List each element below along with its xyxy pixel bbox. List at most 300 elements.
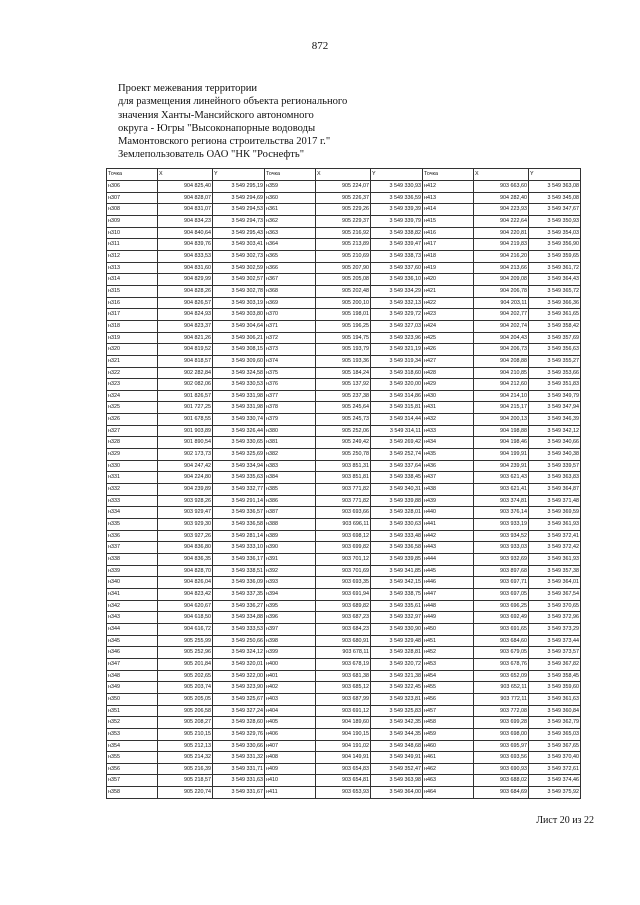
cell-x: 903 771,82: [316, 495, 371, 507]
cell-point: н351: [107, 705, 158, 717]
cell-x: 903 376,14: [474, 507, 529, 519]
cell-x: 905 250,78: [316, 449, 371, 461]
table-row: [107, 472, 581, 484]
table-row: [107, 612, 581, 624]
cell-point: н453: [423, 658, 474, 670]
cell-point: н398: [265, 635, 316, 647]
cell-y: 3 549 341,85: [371, 565, 423, 577]
cell-point: н460: [423, 740, 474, 752]
cell-x: 903 687,99: [316, 693, 371, 705]
cell-point: н375: [265, 367, 316, 379]
cell-point: н451: [423, 635, 474, 647]
cell-x: 903 771,82: [316, 484, 371, 496]
cell-y: 3 549 373,57: [529, 647, 581, 659]
cell-point: н390: [265, 542, 316, 554]
cell-y: 3 549 367,82: [529, 658, 581, 670]
cell-point: н458: [423, 717, 474, 729]
table-row: [107, 297, 581, 309]
cell-x: 905 213,89: [316, 239, 371, 251]
cell-x: 905 205,08: [316, 274, 371, 286]
cell-point: н377: [265, 390, 316, 402]
cell-x: 903 693,35: [316, 577, 371, 589]
cell-y: 3 549 330,53: [213, 379, 265, 391]
cell-y: 3 549 302,73: [213, 250, 265, 262]
title-line: Мамонтовского региона строительства 2017 г.": [118, 136, 331, 148]
cell-x: 904 826,57: [158, 297, 213, 309]
cell-y: 3 549 294,53: [213, 204, 265, 216]
table-row: [107, 355, 581, 367]
cell-y: 3 549 329,76: [213, 728, 265, 740]
cell-y: 3 549 330,66: [213, 740, 265, 752]
cell-x: 904 282,40: [474, 192, 529, 204]
cell-x: 904 839,76: [158, 239, 213, 251]
cell-y: 3 549 347,94: [529, 402, 581, 414]
column-header-point: Точка: [423, 169, 474, 181]
cell-y: 3 549 323,96: [371, 332, 423, 344]
cell-x: 904 620,67: [158, 600, 213, 612]
column-header-y: Y: [371, 169, 423, 181]
cell-x: 903 701,12: [316, 554, 371, 566]
cell-point: н350: [107, 693, 158, 705]
table-row: [107, 425, 581, 437]
cell-y: 3 549 352,47: [371, 763, 423, 775]
cell-x: 904 836,35: [158, 554, 213, 566]
cell-x: 905 216,39: [158, 763, 213, 775]
cell-point: н436: [423, 460, 474, 472]
cell-y: 3 549 364,43: [529, 274, 581, 286]
cell-x: 903 934,52: [474, 530, 529, 542]
cell-point: н372: [265, 332, 316, 344]
cell-point: н385: [265, 484, 316, 496]
cell-y: 3 549 332,77: [213, 484, 265, 496]
table-row: [107, 647, 581, 659]
page-number: 872: [311, 40, 329, 52]
cell-y: 3 549 319,34: [371, 355, 423, 367]
cell-x: 904 189,60: [316, 717, 371, 729]
cell-x: 905 203,74: [158, 682, 213, 694]
cell-point: н359: [265, 181, 316, 193]
cell-x: 903 652,09: [474, 670, 529, 682]
cell-x: 903 772,11: [474, 693, 529, 705]
cell-point: н427: [423, 355, 474, 367]
cell-point: н323: [107, 379, 158, 391]
cell-point: н357: [107, 775, 158, 787]
cell-x: 904 202,77: [474, 309, 529, 321]
cell-x: 904 836,80: [158, 542, 213, 554]
cell-point: н381: [265, 437, 316, 449]
cell-point: н321: [107, 355, 158, 367]
cell-y: 3 549 336,09: [213, 577, 265, 589]
cell-x: 901 903,89: [158, 425, 213, 437]
column-header-y: Y: [213, 169, 265, 181]
cell-y: 3 549 331,71: [213, 763, 265, 775]
cell-y: 3 549 314,11: [371, 425, 423, 437]
cell-x: 903 701,69: [316, 565, 371, 577]
cell-x: 903 929,47: [158, 507, 213, 519]
cell-x: 903 933,03: [474, 542, 529, 554]
cell-x: 905 255,99: [158, 635, 213, 647]
cell-x: 905 193,36: [316, 355, 371, 367]
cell-y: 3 549 339,79: [371, 215, 423, 227]
cell-point: н394: [265, 588, 316, 600]
cell-point: н435: [423, 449, 474, 461]
cell-point: н442: [423, 530, 474, 542]
cell-x: 905 220,74: [158, 787, 213, 799]
table-row: [107, 600, 581, 612]
cell-y: 3 549 309,60: [213, 355, 265, 367]
cell-x: 904 213,66: [474, 262, 529, 274]
cell-y: 3 549 371,48: [529, 495, 581, 507]
table-row: [107, 542, 581, 554]
table-row: [107, 495, 581, 507]
cell-y: 3 549 348,68: [371, 740, 423, 752]
cell-x: 904 239,89: [158, 484, 213, 496]
cell-x: 901 678,55: [158, 414, 213, 426]
cell-x: 904 208,88: [474, 355, 529, 367]
cell-y: 3 549 323,90: [213, 682, 265, 694]
cell-point: н341: [107, 588, 158, 600]
cell-y: 3 549 281,14: [213, 530, 265, 542]
cell-x: 905 212,13: [158, 740, 213, 752]
cell-y: 3 549 355,27: [529, 355, 581, 367]
column-header-y: Y: [529, 169, 581, 181]
table-row: [107, 670, 581, 682]
cell-x: 904 828,26: [158, 285, 213, 297]
cell-y: 3 549 327,24: [213, 705, 265, 717]
cell-y: 3 549 332,13: [371, 297, 423, 309]
cell-point: н452: [423, 647, 474, 659]
cell-y: 3 549 336,58: [213, 519, 265, 531]
cell-x: 903 851,31: [316, 460, 371, 472]
cell-y: 3 549 314,86: [371, 390, 423, 402]
cell-point: н306: [107, 181, 158, 193]
cell-x: 904 191,02: [316, 740, 371, 752]
cell-x: 904 214,10: [474, 390, 529, 402]
cell-x: 904 823,42: [158, 588, 213, 600]
cell-point: н438: [423, 484, 474, 496]
cell-y: 3 549 314,44: [371, 414, 423, 426]
cell-y: 3 549 363,98: [371, 775, 423, 787]
cell-x: 903 654,81: [316, 775, 371, 787]
cell-y: 3 549 356,63: [529, 344, 581, 356]
cell-y: 3 549 252,74: [371, 449, 423, 461]
column-header-x: X: [158, 169, 213, 181]
cell-x: 902 082,06: [158, 379, 213, 391]
cell-x: 905 229,37: [316, 215, 371, 227]
cell-x: 903 696,25: [474, 600, 529, 612]
cell-y: 3 549 367,65: [529, 740, 581, 752]
cell-point: н352: [107, 717, 158, 729]
cell-y: 3 549 336,17: [213, 554, 265, 566]
cell-point: н310: [107, 227, 158, 239]
cell-x: 903 681,38: [316, 670, 371, 682]
cell-y: 3 549 372,42: [529, 542, 581, 554]
cell-x: 905 200,10: [316, 297, 371, 309]
cell-point: н416: [423, 227, 474, 239]
cell-y: 3 549 367,54: [529, 588, 581, 600]
cell-point: н462: [423, 763, 474, 775]
cell-x: 905 216,92: [316, 227, 371, 239]
cell-x: 904 203,11: [474, 297, 529, 309]
cell-y: 3 549 363,08: [529, 181, 581, 193]
table-row: [107, 717, 581, 729]
cell-point: н445: [423, 565, 474, 577]
cell-x: 903 772,08: [474, 705, 529, 717]
cell-y: 3 549 315,81: [371, 402, 423, 414]
cell-x: 904 204,43: [474, 332, 529, 344]
cell-x: 903 692,49: [474, 612, 529, 624]
table-row: [107, 588, 581, 600]
cell-y: 3 549 364,00: [371, 787, 423, 799]
cell-x: 903 691,94: [316, 588, 371, 600]
cell-x: 903 897,68: [474, 565, 529, 577]
cell-point: н437: [423, 472, 474, 484]
cell-point: н364: [265, 239, 316, 251]
cell-point: н333: [107, 495, 158, 507]
cell-y: 3 549 322,45: [371, 682, 423, 694]
cell-x: 905 202,65: [158, 670, 213, 682]
cell-x: 901 727,25: [158, 402, 213, 414]
cell-x: 905 198,01: [316, 309, 371, 321]
column-header-x: X: [316, 169, 371, 181]
cell-y: 3 549 349,79: [529, 390, 581, 402]
table-row: [107, 705, 581, 717]
cell-y: 3 549 372,61: [529, 763, 581, 775]
cell-point: н329: [107, 449, 158, 461]
cell-x: 905 193,79: [316, 344, 371, 356]
cell-x: 905 245,73: [316, 414, 371, 426]
cell-point: н347: [107, 658, 158, 670]
table-row: [107, 775, 581, 787]
cell-y: 3 549 339,39: [371, 204, 423, 216]
cell-point: н374: [265, 355, 316, 367]
cell-point: н353: [107, 728, 158, 740]
cell-x: 904 222,64: [474, 215, 529, 227]
cell-x: 903 698,00: [474, 728, 529, 740]
table-row: [107, 787, 581, 799]
cell-point: н411: [265, 787, 316, 799]
cell-x: 903 696,11: [316, 519, 371, 531]
cell-point: н339: [107, 565, 158, 577]
cell-y: 3 549 354,03: [529, 227, 581, 239]
cell-x: 905 208,27: [158, 717, 213, 729]
cell-point: н356: [107, 763, 158, 775]
table-row: [107, 274, 581, 286]
cell-point: н447: [423, 588, 474, 600]
cell-y: 3 549 294,69: [213, 192, 265, 204]
cell-x: 905 214,32: [158, 752, 213, 764]
coordinates-table: [106, 168, 581, 799]
cell-point: н463: [423, 775, 474, 787]
cell-point: н404: [265, 705, 316, 717]
cell-point: н346: [107, 647, 158, 659]
cell-point: н393: [265, 577, 316, 589]
cell-x: 905 137,92: [316, 379, 371, 391]
table-row: [107, 740, 581, 752]
cell-x: 904 833,53: [158, 250, 213, 262]
cell-y: 3 549 372,41: [529, 530, 581, 542]
cell-point: н425: [423, 332, 474, 344]
cell-point: н317: [107, 309, 158, 321]
cell-x: 905 201,84: [158, 658, 213, 670]
table-row: [107, 658, 581, 670]
cell-point: н434: [423, 437, 474, 449]
cell-x: 904 216,20: [474, 250, 529, 262]
cell-point: н314: [107, 274, 158, 286]
cell-y: 3 549 306,21: [213, 332, 265, 344]
cell-y: 3 549 302,57: [213, 274, 265, 286]
cell-point: н456: [423, 693, 474, 705]
cell-x: 905 196,25: [316, 320, 371, 332]
cell-y: 3 549 331,67: [213, 787, 265, 799]
table-row: [107, 519, 581, 531]
table-row: [107, 414, 581, 426]
cell-y: 3 549 323,81: [371, 693, 423, 705]
cell-y: 3 549 370,40: [529, 752, 581, 764]
cell-x: 904 220,81: [474, 227, 529, 239]
cell-y: 3 549 320,01: [213, 658, 265, 670]
cell-point: н366: [265, 262, 316, 274]
cell-x: 903 691,12: [316, 705, 371, 717]
cell-y: 3 549 308,15: [213, 344, 265, 356]
cell-y: 3 549 358,42: [529, 320, 581, 332]
cell-x: 905 252,06: [316, 425, 371, 437]
cell-x: 905 249,42: [316, 437, 371, 449]
cell-point: н368: [265, 285, 316, 297]
cell-x: 904 239,91: [474, 460, 529, 472]
cell-x: 904 831,60: [158, 262, 213, 274]
cell-point: н367: [265, 274, 316, 286]
cell-x: 903 680,91: [316, 635, 371, 647]
cell-point: н392: [265, 565, 316, 577]
cell-point: н379: [265, 414, 316, 426]
cell-y: 3 549 326,44: [213, 425, 265, 437]
cell-x: 903 685,12: [316, 682, 371, 694]
table-row: [107, 565, 581, 577]
table-header-row: [107, 169, 581, 181]
cell-y: 3 549 350,93: [529, 215, 581, 227]
cell-y: 3 549 322,00: [213, 670, 265, 682]
cell-x: 903 851,81: [316, 472, 371, 484]
cell-x: 904 247,42: [158, 460, 213, 472]
cell-y: 3 549 331,63: [213, 775, 265, 787]
cell-y: 3 549 370,65: [529, 600, 581, 612]
cell-y: 3 549 303,41: [213, 239, 265, 251]
cell-point: н320: [107, 344, 158, 356]
table-row: [107, 554, 581, 566]
cell-point: н395: [265, 600, 316, 612]
cell-x: 903 697,71: [474, 577, 529, 589]
table-row: [107, 530, 581, 542]
cell-x: 903 653,93: [316, 787, 371, 799]
table-row: [107, 215, 581, 227]
cell-y: 3 549 318,60: [371, 367, 423, 379]
cell-y: 3 549 335,63: [213, 472, 265, 484]
cell-y: 3 549 373,29: [529, 623, 581, 635]
cell-point: н400: [265, 658, 316, 670]
cell-x: 904 198,88: [474, 425, 529, 437]
cell-y: 3 549 331,98: [213, 390, 265, 402]
cell-y: 3 549 340,38: [529, 449, 581, 461]
cell-point: н340: [107, 577, 158, 589]
cell-x: 905 184,24: [316, 367, 371, 379]
cell-point: н386: [265, 495, 316, 507]
cell-y: 3 549 327,03: [371, 320, 423, 332]
cell-x: 903 698,12: [316, 530, 371, 542]
cell-y: 3 549 364,01: [529, 577, 581, 589]
title-line: округа - Югры "Высоконапорные водоводы: [118, 122, 316, 134]
cell-y: 3 549 331,98: [213, 402, 265, 414]
cell-point: н414: [423, 204, 474, 216]
cell-x: 904 821,26: [158, 332, 213, 344]
cell-y: 3 549 321,19: [371, 344, 423, 356]
table-row: [107, 344, 581, 356]
cell-point: н431: [423, 402, 474, 414]
cell-x: 904 828,70: [158, 565, 213, 577]
cell-point: н358: [107, 787, 158, 799]
cell-x: 905 252,96: [158, 647, 213, 659]
table-row: [107, 309, 581, 321]
cell-point: н419: [423, 262, 474, 274]
cell-point: н429: [423, 379, 474, 391]
cell-point: н335: [107, 519, 158, 531]
table-row: [107, 693, 581, 705]
cell-y: 3 549 324,12: [213, 647, 265, 659]
cell-y: 3 549 303,19: [213, 297, 265, 309]
table-row: [107, 484, 581, 496]
cell-y: 3 549 375,92: [529, 787, 581, 799]
cell-point: н322: [107, 367, 158, 379]
cell-point: н454: [423, 670, 474, 682]
cell-y: 3 549 337,60: [371, 262, 423, 274]
cell-y: 3 549 347,67: [529, 204, 581, 216]
cell-y: 3 549 358,45: [529, 670, 581, 682]
table-row: [107, 285, 581, 297]
cell-point: н413: [423, 192, 474, 204]
cell-point: н326: [107, 414, 158, 426]
cell-y: 3 549 324,58: [213, 367, 265, 379]
cell-x: 902 173,73: [158, 449, 213, 461]
cell-x: 904 826,04: [158, 577, 213, 589]
cell-x: 903 374,81: [474, 495, 529, 507]
cell-y: 3 549 364,87: [529, 484, 581, 496]
title-line: Землепользователь ОАО "НК "Роснефть": [118, 149, 305, 161]
cell-x: 901 890,54: [158, 437, 213, 449]
cell-point: н421: [423, 285, 474, 297]
cell-y: 3 549 330,63: [371, 519, 423, 531]
cell-point: н313: [107, 262, 158, 274]
table-row: [107, 262, 581, 274]
table-row: [107, 752, 581, 764]
cell-x: 903 932,69: [474, 554, 529, 566]
cell-y: 3 549 361,93: [529, 554, 581, 566]
cell-y: 3 549 361,72: [529, 262, 581, 274]
cell-x: 904 206,73: [474, 344, 529, 356]
cell-point: н311: [107, 239, 158, 251]
cell-x: 905 224,07: [316, 181, 371, 193]
cell-point: н332: [107, 484, 158, 496]
cell-y: 3 549 369,59: [529, 507, 581, 519]
cell-y: 3 549 338,82: [371, 227, 423, 239]
cell-point: н402: [265, 682, 316, 694]
cell-x: 903 684,60: [474, 635, 529, 647]
table-row: [107, 181, 581, 193]
cell-y: 3 549 339,57: [529, 460, 581, 472]
cell-point: н331: [107, 472, 158, 484]
cell-x: 901 826,57: [158, 390, 213, 402]
cell-y: 3 549 330,93: [371, 181, 423, 193]
cell-x: 904 206,78: [474, 285, 529, 297]
